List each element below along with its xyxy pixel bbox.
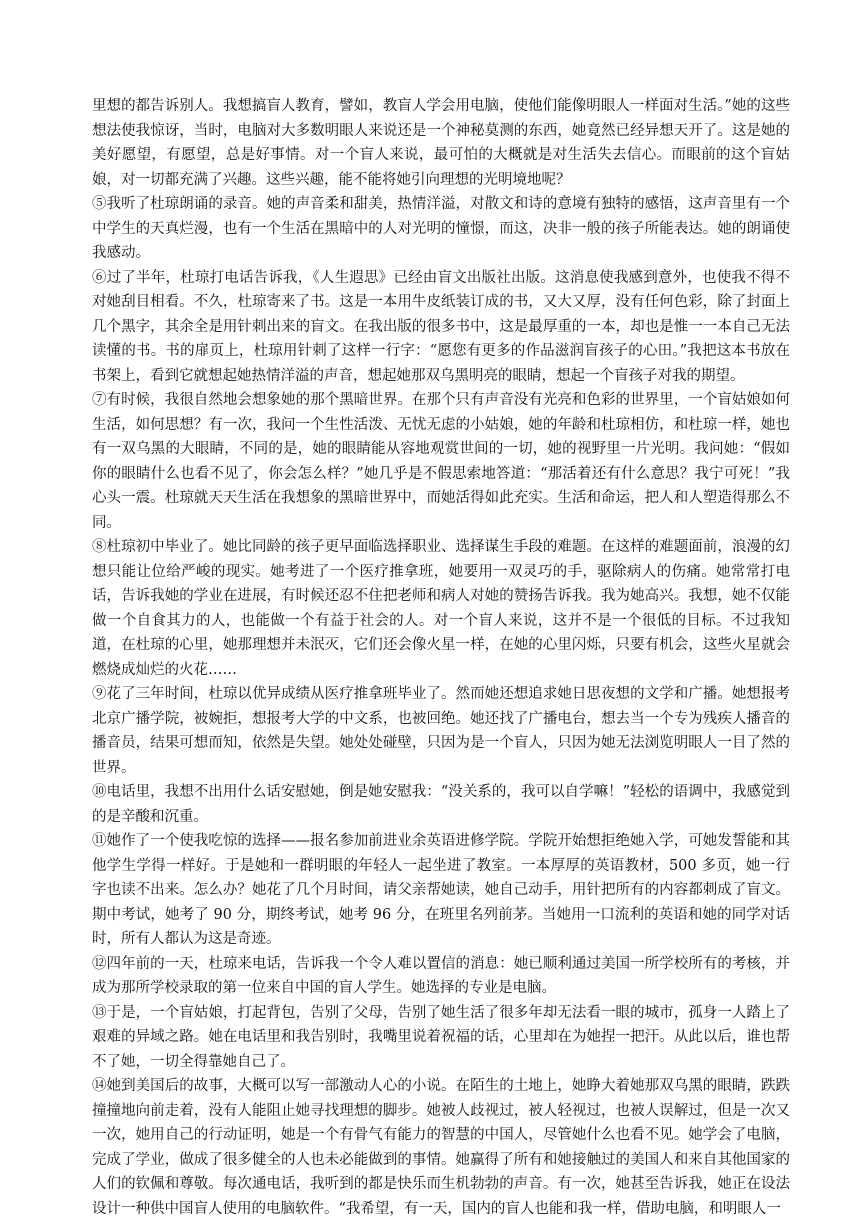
paragraph-14: ⑭她到美国后的故事，大概可以写一部激动人心的小说。在陌生的土地上，她睁大着她那双乌黑的眼睛，跌跌撞撞地向前走着，没有人能阻止她寻找理想的脚步。她被人歧视过，被人轻视过，也被人误解过，但是一次又一次，她用自己的行动证明，她是一个有骨气有能力的智慧的中国人，尽管她什么也看不见。她学会了电脑，完成了学业，做成了很多健全的人也未必能做到的事情。她赢得了所有和她接触过的美国人和来自其他国家的人们的钦佩和尊敬。每次通电话，我听到的都是快乐而生机勃勃的声音。有一次，她甚至告诉我，她正在设法设计一种供中国盲人使用的电脑软件。“我希望，有一天，国内的盲人也能和我一样，借助电脑，和明眼人一 bbox=[92, 1078, 790, 1217]
paragraph-12: ⑫四年前的一天，杜琼来电话，告诉我一个令人难以置信的消息：她已顺利通过美国一所学校所有的考核，并成为那所学校录取的第一位来自中国的盲人学生。她选择的专业是电脑。 bbox=[92, 955, 790, 996]
paragraph-continuation: 里想的都告诉别人。我想搞盲人教育，譬如，教盲人学会用电脑，使他们能像明眼人一样面对生活。”她的这些想法使我惊讶，当时，电脑对大多数明眼人来说还是一个神秘莫测的东西，她竟然已经异想天开了。这是她的美好愿望，有愿望，总是好事情。对一个盲人来说，最可怕的大概就是对生活失去信心。而眼前的这个盲姑娘，对一切都充满了兴趣。这些兴趣，能不能将她引向理想的光明境地呢？ bbox=[92, 98, 790, 188]
paragraph-6: ⑥过了半年，杜琼打电话告诉我，《人生遐思》已经由盲文出版社出版。这消息使我感到意外，也使我不得不对她刮目相看。不久，杜琼寄来了书。这是一本用牛皮纸装订成的书，又大又厚，没有任何色彩，除了封面上几个黑字，其余全是用针刺出来的盲文。在我出版的很多书中，这是最厚重的一本，却也是惟一一本自己无法读懂的书。书的扉页上，杜琼用针刺了这样一行字：“愿您有更多的作品滋润盲孩子的心田。”我把这本书放在书架上，看到它就想起她热情洋溢的声音，想起她那双乌黑明亮的眼睛，想起一个盲孩子对我的期望。 bbox=[92, 269, 790, 384]
paragraph-8: ⑧杜琼初中毕业了。她比同龄的孩子更早面临选择职业、选择谋生手段的难题。在这样的难题面前，浪漫的幻想只能让位给严峻的现实。她考进了一个医疗推拿班，她要用一双灵巧的手，驱除病人的伤痛。她常常打电话，告诉我她的学业在进展，有时候还忍不住把老师和病人对她的赞扬告诉我。我为她高兴。我想，她不仅能做一个自食其力的人，也能做一个有益于社会的人。对一个盲人来说，这并不是一个很低的目标。不过我知道，在杜琼的心里，她那理想并未泯灭，它们还会像火星一样，在她的心里闪烁，只要有机会，这些火星就会燃烧成灿烂的火花…… bbox=[92, 539, 790, 678]
paragraph-11: ⑪她作了一个使我吃惊的选择——报名参加前进业余英语进修学院。学院开始想拒绝她入学，可她发誓能和其他学生学得一样好。于是她和一群明眼的年轻人一起坐进了教室。一本厚厚的英语教材，500 多页，她一行字也读不出来。怎么办？她花了几个月时间，请父亲帮她读，她自己动手，用针把所有的内容都刺成了盲文。期中考试，她考了 90 分，期终考试，她考 96 分，在班里名列前茅。当她用一口流利的英语和她的同学对话时，所有人都认为这是奇迹。 bbox=[92, 833, 790, 947]
paragraph-7: ⑦有时候，我很自然地会想象她的那个黑暗世界。在那个只有声音没有光亮和色彩的世界里，一个盲姑娘如何生活，如何思想？有一次，我问一个生性活泼、无忧无虑的小姑娘，她的年龄和杜琼相仿，和杜琼一样，她也有一双乌黑的大眼睛，不同的是，她的眼睛能从容地观赏世间的一切，她的视野里一片光明。我问她：“假如你的眼睛什么也看不见了，你会怎么样？”她几乎是不假思索地答道：“那活着还有什么意思？我宁可死！”我心头一震。杜琼就天天生活在我想象的黑暗世界中，而她活得如此充实。生活和命运，把人和人塑造得那么不同。 bbox=[92, 392, 790, 531]
paragraph-13: ⑬于是，一个盲姑娘，打起背包，告别了父母，告别了她生活了很多年却无法看一眼的城市，孤身一人踏上了艰难的异域之路。她在电话里和我告别时，我嘴里说着祝福的话，心里却在为她捏一把汗。从此以后，谁也帮不了她，一切全得靠她自己了。 bbox=[92, 1004, 790, 1070]
paragraph-9: ⑨花了三年时间，杜琼以优异成绩从医疗推拿班毕业了。然而她还想追求她日思夜想的文学和广播。她想报考北京广播学院，被婉拒，想报考大学的中文系，也被回绝。她还找了广播电台，想去当一个专为残疾人播音的播音员，结果可想而知，依然是失望。她处处碰壁，只因为是一个盲人，只因为她无法浏览明眼人一目了然的世界。 bbox=[92, 686, 790, 776]
paragraph-5: ⑤我听了杜琼朗诵的录音。她的声音柔和甜美，热情洋溢，对散文和诗的意境有独特的感悟，这声音里有一个中学生的天真烂漫，也有一个生活在黑暗中的人对光明的憧憬，而这，决非一般的孩子所能表达。她的朗诵使我感动。 bbox=[92, 196, 790, 261]
paragraph-10: ⑩电话里，我想不出用什么话安慰她，倒是她安慰我：“没关系的，我可以自学嘛！”轻松的语调中，我感觉到的是辛酸和沉重。 bbox=[92, 784, 790, 825]
